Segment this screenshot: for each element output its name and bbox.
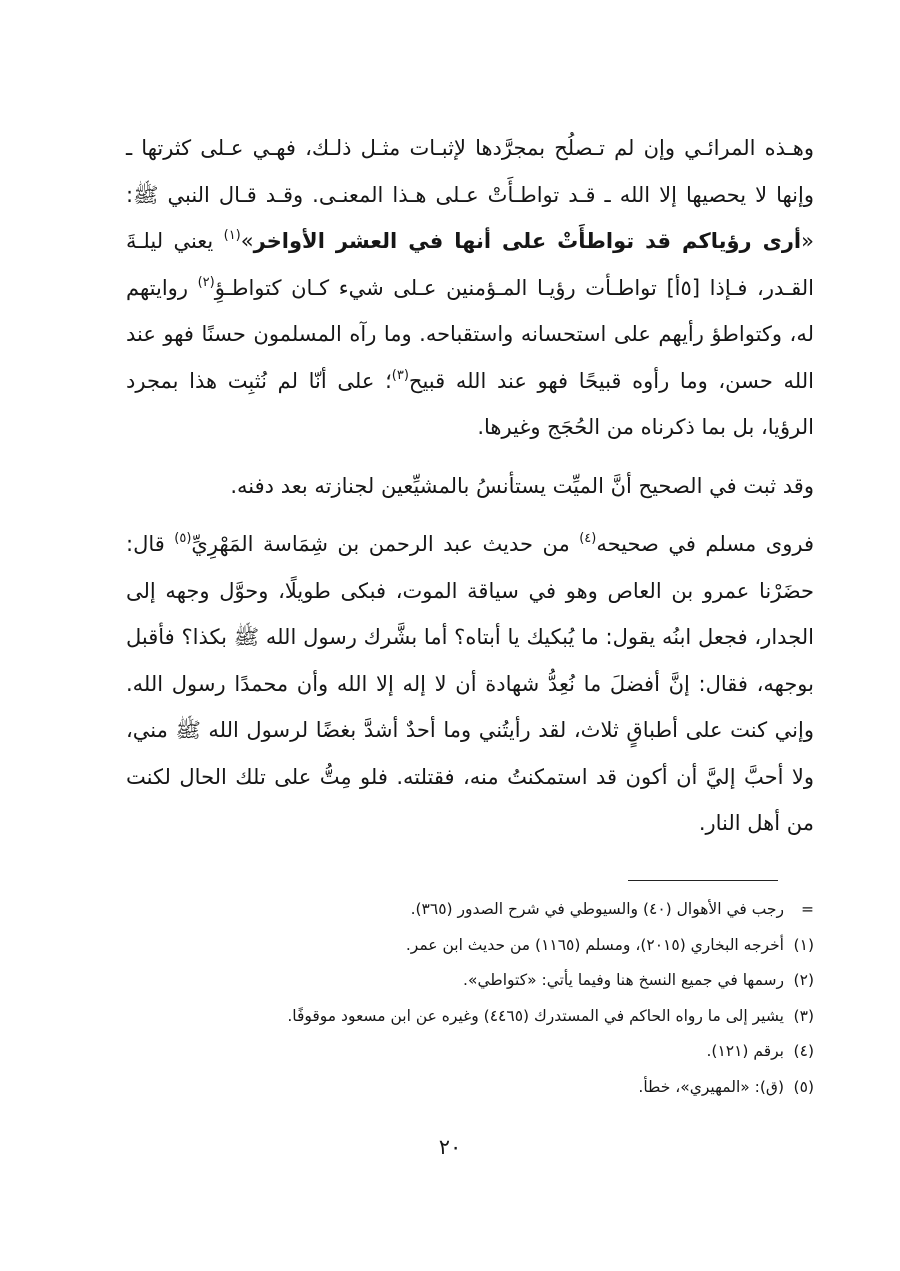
footnote-text: (ق): «المهيري»، خطأ. [638, 1077, 784, 1096]
paragraph-3: فروى مسلم في صحيحه$^{(٤)}$ من حديث عبد الرحمن بن شِمَاسة المَهْرِيِّ$^{(٥)}$ قال: حضَرْنا عمرو بن العاص وهو في سياقة الموت، فبكى طويلًا، وحوَّل وجهه إلى الجدار، فجعل ابنُه يقول: ما يُبكيك يا أبتاه؟ أما بشَّرك رسول الله ﷺ بكذا؟ فأقبل بوجهه، فقال: إنَّ أفضلَ ما نُعِدُّ شهادة أن لا إله إلا الله وأن محمدًا رسول الله. وإني كنت على أطباقٍ ثلاث، لقد رأيتُني وما أحدٌ أشدَّ بغضًا لرسول الله ﷺ مني، ولا أحبَّ إليَّ أن أكون قد استمكنتُ منه، فقتلته. فلو مِتُّ على تلك الحال لكنت من أهل النار. [126, 531, 814, 835]
footnote-text: رجب في الأهوال (٤٠) والسيوطي في شرح الصدور (٣٦٥). [410, 900, 784, 918]
paragraph-1: وهـذه المرائـي وإن لم تـصلُح بمجرَّدها لإثبـات مثـل ذلـك، فهـي عـلى كثرتها ـ وإنها لا يحصيها إلا الله ـ قـد تواطـأَتْ عـلى هـذا المعنـى. وقـد قـال النبي ﷺ: «أرى رؤياكم قد تواطأَتْ على أنها في العشر الأواخر»$^{(١)}$ يعني ليلـةَ القـدر، فـإذا [٥أ] تواطـأت رؤيـا المـؤمنين عـلى شيء كـان كتواطـؤِ$^{(٢)}$ روايتهم له، وكتواطؤ رأيهم على استحسانه واستقباحه. وما رآه المسلمون حسنًا فهو عند الله حسن، وما رأوه قبيحًا فهو عند الله قبيح$^{(٣)}$؛ على أنّا لم نُثبِت هذا بمجرد الرؤيا، بل بما ذكرناه من الحُجَج وغيرها. [126, 136, 814, 439]
footnote-4 [126, 1034, 814, 1070]
footnotes-list [126, 892, 814, 1105]
footnote-separator [628, 880, 778, 881]
footnote-2 [126, 963, 814, 999]
footnote-3 [126, 999, 814, 1035]
footnote-number: (١) [793, 935, 814, 954]
footnote-text: برقم (١٢١). [706, 1042, 784, 1060]
page-number: ٢٠ [438, 1135, 462, 1159]
footnote-5 [126, 1070, 814, 1106]
footnote-ref-5[interactable]: (٥) [174, 531, 192, 546]
footnote-ref-4[interactable]: (٤) [579, 531, 597, 546]
footnote-number: (٣) [793, 1006, 814, 1025]
footnote-text: رسمها في جميع النسخ هنا وفيما يأتي: «كتواطي». [463, 971, 784, 989]
footnote-number: (٤) [793, 1042, 814, 1060]
paragraph-2: وقد ثبت في الصحيح أنَّ الميِّت يستأنسُ بالمشيِّعين لجنازته بعد دفنه. [230, 473, 814, 498]
footnote-continued [126, 892, 814, 928]
footnote-ref-1[interactable]: (١) [223, 228, 241, 243]
footnote-ref-2[interactable]: (٢) [197, 274, 215, 290]
footnote-text: يشير إلى ما رواه الحاكم في المستدرك (٤٤٦٥) وغيره عن ابن مسعود موقوفًا. [287, 1006, 784, 1025]
footnote-number: = [801, 900, 814, 918]
footnote-number: (٢) [793, 971, 814, 989]
main-text [126, 125, 814, 847]
footnote-ref-3[interactable]: (٣) [391, 367, 409, 383]
footnote-number: (٥) [793, 1077, 814, 1096]
footnote-text: أخرجه البخاري (٢٠١٥)، ومسلم (١١٦٥) من حديث ابن عمر. [405, 935, 784, 954]
hadith-quote: أرى رؤياكم قد تواطأَتْ على أنها في العشر الأواخر [253, 229, 802, 253]
footnote-1 [126, 928, 814, 964]
